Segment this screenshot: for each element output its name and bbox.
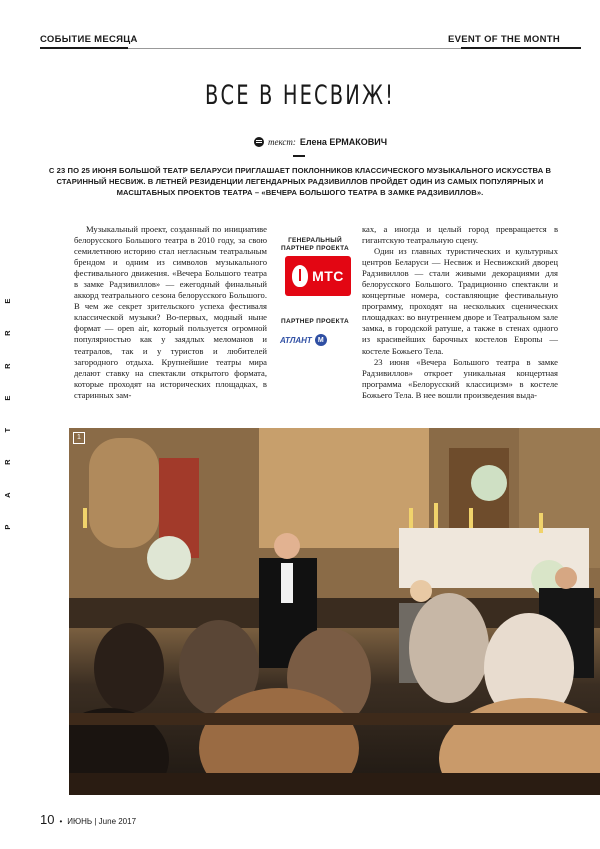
mts-logo-text: МТС xyxy=(312,268,344,284)
article-column-2 xyxy=(362,224,558,401)
header-rule-thin xyxy=(128,48,461,49)
bullet-icon: • xyxy=(59,817,63,826)
side-letter: T xyxy=(2,428,12,433)
mts-egg-icon xyxy=(292,265,308,287)
article-title: ВСЕ В НЕСВИЖ! xyxy=(204,80,396,111)
concert-photo-illustration xyxy=(69,428,600,795)
issue-date: ИЮНЬ | June 2017 xyxy=(67,817,137,826)
byline xyxy=(254,137,387,147)
side-letter: R xyxy=(2,363,12,369)
column-2-paragraph: ках, а иногда и целый город превращается в гигантскую театральную сцену. xyxy=(362,224,558,246)
side-letter: E xyxy=(2,395,12,401)
atlant-logo-text: АТЛАНТ xyxy=(280,335,312,345)
side-letter: P xyxy=(2,524,12,530)
column-2-paragraph: 23 июня «Вечера Большого театра в замке Радзивиллов» откроет уникальная концертная программа «Белорусский классицизм» в костеле Божьего Тела. В нее вошли произведения выда- xyxy=(362,356,558,400)
side-letter: A xyxy=(2,492,12,498)
page-number: 10 xyxy=(40,812,55,827)
mts-logo xyxy=(285,256,351,296)
side-letter: R xyxy=(2,459,12,466)
side-letter: R xyxy=(2,330,12,337)
side-label xyxy=(2,285,24,543)
page-footer xyxy=(40,812,136,827)
byline-divider xyxy=(293,155,305,157)
concert-photo xyxy=(69,428,600,795)
atlant-badge-icon: M xyxy=(315,334,327,346)
partner-label: ПАРТНЕР ПРОЕКТА xyxy=(281,318,349,325)
column-2-paragraph: Один из главных туристических и культурных центров Беларуси — Несвиж и Несвижский дворец Радзивиллов — стали живыми декорациями для белорусского Большого. Традиционно спектакли и концертные номера, составляющие фестивальную программу, проходят на нескольких сценических площадках: во внутреннем дворе и Театральном зале замка, в городской ратуше, а также в стенах одного из красивейших барочных костелов Европы — костеле Божьего Тела. xyxy=(362,246,558,356)
header-rule-right xyxy=(461,47,581,49)
article-column-1 xyxy=(74,224,267,401)
photo-number: 1 xyxy=(73,432,85,444)
section-title-ru: СОБЫТИЕ МЕСЯЦА xyxy=(40,34,138,45)
byline-prefix: текст: xyxy=(268,137,296,147)
header-rule-left xyxy=(40,47,128,49)
byline-author: Елена ЕРМАКОВИЧ xyxy=(299,137,388,147)
text-icon xyxy=(254,137,264,147)
section-title-en: EVENT OF THE MONTH xyxy=(447,34,560,45)
side-letter: E xyxy=(2,298,12,304)
column-1-text: Музыкальный проект, созданный по инициативе белорусского Большого театра в 2010 году, за свою семилетнюю историю стал негласным театральным брендом и одним из символов музыкального фестивального движения. «Вечера Большого театра в замке Радзивиллов» — ежегодный финальный аккорд театрального сезона белорусского Большого. В чем же секрет зрительского успеха фестиваля классической музыки? Во-первых, модный ныне формат — open air, который пользуется огромной популярностью как у заядлых меломанов и театралов, так и у туристов и любителей загородного отдыха. Крупнейшие театры мира делают ставку на спектакли открытого формата, которые проходят на исторических площадках, в старинных зам- xyxy=(74,224,267,400)
article-lead: С 23 ПО 25 ИЮНЯ БОЛЬШОЙ ТЕАТР БЕЛАРУСИ ПРИГЛАШАЕТ ПОКЛОННИКОВ КЛАССИЧЕСКОГО МУЗЫКАЛЬНОГО ИСКУССТВА В СТАРИННЫЙ НЕСВИЖ. В ЛЕТНЕЙ РЕЗИДЕНЦИИ ЛЕГЕНДАРНЫХ РАДЗИВИЛЛОВ ПРОЙДЕТ ОДИН ИЗ САМЫХ ПОПУЛЯРНЫХ И МАСШТАБНЫХ ПРОЕКТОВ ТЕАТРА – «ВЕЧЕРА БОЛЬШОГО ТЕАТРА В ЗАМКЕ РАДЗИВИЛЛОВ». xyxy=(48,166,552,198)
atlant-logo xyxy=(280,333,352,347)
general-partner-label: ГЕНЕРАЛЬНЫЙ ПАРТНЕР ПРОЕКТА xyxy=(281,237,349,252)
